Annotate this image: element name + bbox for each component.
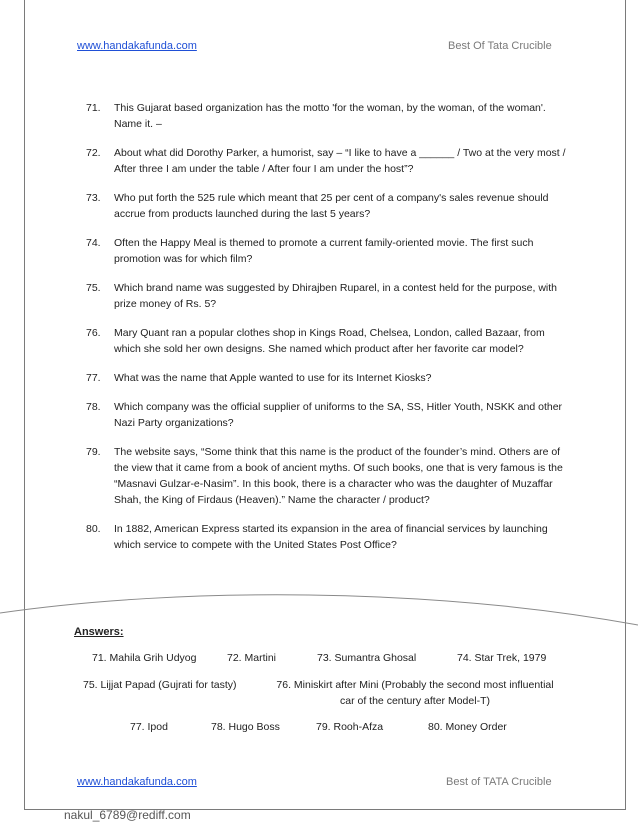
question-text: Often the Happy Meal is themed to promote a current family-oriented movie. The first such promotion was for which film? xyxy=(114,237,534,265)
question-number: 78. xyxy=(86,401,101,413)
question-number: 80. xyxy=(86,523,101,535)
question-list xyxy=(86,100,570,566)
answers-heading: Answers: xyxy=(74,626,124,638)
question-item xyxy=(86,444,570,508)
question-text: The website says, “Some think that this name is the product of the founder’s mind. Others are of the view that it came from a book of ancient myths. Of such books, one that is very famous is the “Masnavi Gulzar-e-Nasim”. In this book, there is a character who was the daughter of Muzaffar Shah, the King of Firdaus (Heaven).” Name the character / product? xyxy=(114,446,563,506)
answer-73: 73. Sumantra Ghosal xyxy=(317,652,417,664)
question-number: 71. xyxy=(86,102,101,114)
header-site-link[interactable]: www.handakafunda.com xyxy=(77,40,197,52)
question-item xyxy=(86,280,570,312)
question-number: 73. xyxy=(86,192,101,204)
question-item xyxy=(86,399,570,431)
header-title: Best Of Tata Crucible xyxy=(448,40,552,52)
question-item xyxy=(86,145,570,177)
question-number: 74. xyxy=(86,237,101,249)
question-item xyxy=(86,325,570,357)
answer-74: 74. Star Trek, 1979 xyxy=(457,652,547,664)
question-item xyxy=(86,235,570,267)
question-item xyxy=(86,190,570,222)
question-number: 76. xyxy=(86,327,101,339)
question-text: Which brand name was suggested by Dhirajben Ruparel, in a contest held for the purpose, with prize money of Rs. 5? xyxy=(114,282,557,310)
question-text: Who put forth the 525 rule which meant that 25 per cent of a company's sales revenue should accrue from products launched during the last 5 years? xyxy=(114,192,549,220)
answer-79: 79. Rooh-Afza xyxy=(316,721,384,733)
question-item xyxy=(86,100,570,132)
question-text: What was the name that Apple wanted to use for its Internet Kiosks? xyxy=(114,372,432,384)
question-text: About what did Dorothy Parker, a humorist, say – “I like to have a ______ / Two at the very most / After three I am under the table / After four I am under the host”? xyxy=(114,147,566,175)
answer-80: 80. Money Order xyxy=(428,721,507,733)
email-watermark: nakul_6789@rediff.com xyxy=(64,808,191,822)
answer-77: 77. Ipod xyxy=(130,721,168,733)
footer-title: Best of TATA Crucible xyxy=(446,776,552,788)
question-item xyxy=(86,521,570,553)
footer-site-link[interactable]: www.handakafunda.com xyxy=(77,776,197,788)
question-number: 79. xyxy=(86,446,101,458)
question-text: Mary Quant ran a popular clothes shop in Kings Road, Chelsea, London, called Bazaar, from which she sold her own designs. She named which product after her favorite car model? xyxy=(114,327,545,355)
answer-72: 72. Martini xyxy=(227,652,277,664)
answer-76: 76. Miniskirt after Mini (Probably the second most influential car of the century after Model-T) xyxy=(276,679,554,707)
question-number: 77. xyxy=(86,372,101,384)
question-text: In 1882, American Express started its expansion in the area of financial services by launching which service to compete with the United States Post Office? xyxy=(114,523,548,551)
answer-71: 71. Mahila Grih Udyog xyxy=(92,652,197,664)
answer-78: 78. Hugo Boss xyxy=(211,721,280,733)
question-number: 72. xyxy=(86,147,101,159)
answer-75: 75. Lijjat Papad (Gujrati for tasty) xyxy=(83,679,237,691)
question-item xyxy=(86,370,570,386)
question-number: 75. xyxy=(86,282,101,294)
question-text: This Gujarat based organization has the motto 'for the woman, by the woman, of the woman'. Name it. – xyxy=(114,102,546,130)
question-text: Which company was the official supplier of uniforms to the SA, SS, Hitler Youth, NSKK and other Nazi Party organizations? xyxy=(114,401,563,429)
